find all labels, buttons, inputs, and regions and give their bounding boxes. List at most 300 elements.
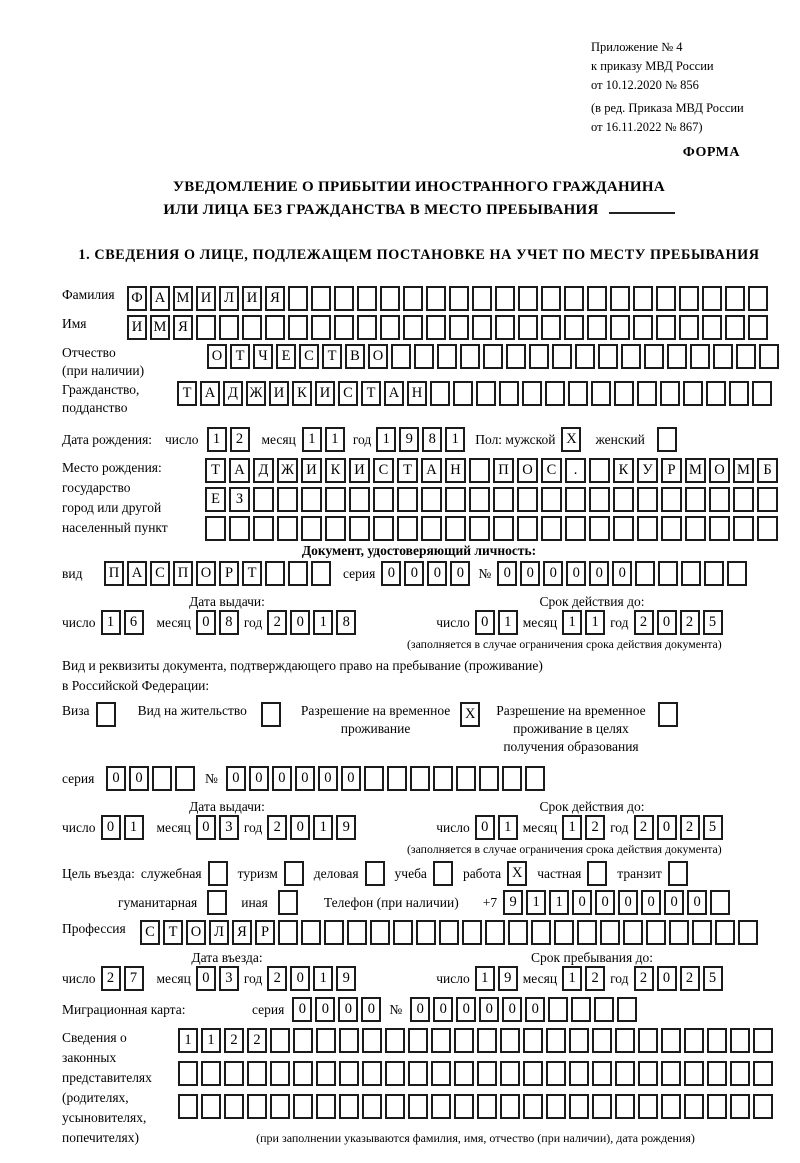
char-cell[interactable] xyxy=(637,516,658,541)
char-cell[interactable] xyxy=(334,315,354,340)
char-cell[interactable] xyxy=(552,344,572,369)
char-cell[interactable]: 1 xyxy=(498,815,518,840)
char-cell[interactable] xyxy=(454,1061,474,1086)
char-cell[interactable] xyxy=(362,1061,382,1086)
char-cell[interactable] xyxy=(253,487,274,512)
char-cell[interactable]: 0 xyxy=(196,966,216,991)
char-cell[interactable] xyxy=(293,1028,313,1053)
checkbox-transit[interactable] xyxy=(668,861,688,886)
char-cell[interactable] xyxy=(472,286,492,311)
char-cell[interactable]: 2 xyxy=(247,1028,267,1053)
char-cell[interactable] xyxy=(426,286,446,311)
char-cell[interactable] xyxy=(495,286,515,311)
char-cell[interactable] xyxy=(546,1094,566,1119)
char-cell[interactable]: 2 xyxy=(585,966,605,991)
char-cell[interactable] xyxy=(288,286,308,311)
char-cell[interactable] xyxy=(288,561,308,586)
char-cell[interactable] xyxy=(397,487,418,512)
char-cell[interactable] xyxy=(421,516,442,541)
char-cell[interactable] xyxy=(637,381,657,406)
char-cell[interactable] xyxy=(613,487,634,512)
char-cell[interactable]: 0 xyxy=(196,610,216,635)
char-cell[interactable] xyxy=(414,344,434,369)
char-cell[interactable]: И xyxy=(127,315,147,340)
char-cell[interactable] xyxy=(679,286,699,311)
char-cell[interactable] xyxy=(364,766,384,791)
char-cell[interactable] xyxy=(592,1061,612,1086)
char-cell[interactable]: 0 xyxy=(572,890,592,915)
char-cell[interactable]: 2 xyxy=(224,1028,244,1053)
checkbox-work[interactable]: X xyxy=(507,861,527,886)
char-cell[interactable] xyxy=(661,1061,681,1086)
char-cell[interactable] xyxy=(325,487,346,512)
char-cell[interactable] xyxy=(661,487,682,512)
char-cell[interactable] xyxy=(397,516,418,541)
char-cell[interactable] xyxy=(690,344,710,369)
char-cell[interactable] xyxy=(709,487,730,512)
char-cell[interactable] xyxy=(592,1094,612,1119)
char-cell[interactable]: 5 xyxy=(703,966,723,991)
char-cell[interactable] xyxy=(565,516,586,541)
char-cell[interactable] xyxy=(730,1094,750,1119)
char-cell[interactable] xyxy=(445,516,466,541)
char-cell[interactable] xyxy=(316,1094,336,1119)
char-cell[interactable] xyxy=(380,315,400,340)
char-cell[interactable]: 0 xyxy=(427,561,447,586)
char-cell[interactable] xyxy=(554,920,574,945)
char-cell[interactable] xyxy=(334,286,354,311)
checkbox-business-trip[interactable] xyxy=(208,861,228,886)
char-cell[interactable]: М xyxy=(685,458,706,483)
char-cell[interactable]: 0 xyxy=(664,890,684,915)
char-cell[interactable] xyxy=(615,1061,635,1086)
char-cell[interactable]: Т xyxy=(205,458,226,483)
char-cell[interactable]: О xyxy=(368,344,388,369)
char-cell[interactable]: 0 xyxy=(502,997,522,1022)
char-cell[interactable] xyxy=(370,920,390,945)
char-cell[interactable]: 1 xyxy=(562,815,582,840)
char-cell[interactable]: 0 xyxy=(272,766,292,791)
char-cell[interactable] xyxy=(523,1061,543,1086)
char-cell[interactable] xyxy=(357,286,377,311)
char-cell[interactable] xyxy=(454,1028,474,1053)
char-cell[interactable] xyxy=(517,487,538,512)
char-cell[interactable] xyxy=(270,1094,290,1119)
checkbox-private[interactable] xyxy=(587,861,607,886)
char-cell[interactable] xyxy=(483,344,503,369)
char-cell[interactable] xyxy=(349,487,370,512)
char-cell[interactable] xyxy=(617,997,637,1022)
char-cell[interactable] xyxy=(733,487,754,512)
char-cell[interactable]: И xyxy=(301,458,322,483)
char-cell[interactable] xyxy=(518,315,538,340)
char-cell[interactable] xyxy=(569,1061,589,1086)
char-cell[interactable]: 0 xyxy=(290,966,310,991)
char-cell[interactable]: 5 xyxy=(703,815,723,840)
checkbox-business[interactable] xyxy=(365,861,385,886)
char-cell[interactable]: 2 xyxy=(585,815,605,840)
char-cell[interactable]: У xyxy=(637,458,658,483)
char-cell[interactable]: И xyxy=(315,381,335,406)
char-cell[interactable] xyxy=(277,487,298,512)
char-cell[interactable] xyxy=(373,487,394,512)
char-cell[interactable] xyxy=(565,487,586,512)
char-cell[interactable]: С xyxy=(338,381,358,406)
checkbox-tourism[interactable] xyxy=(284,861,304,886)
char-cell[interactable] xyxy=(752,381,772,406)
char-cell[interactable] xyxy=(568,381,588,406)
char-cell[interactable]: 0 xyxy=(292,997,312,1022)
char-cell[interactable]: Д xyxy=(223,381,243,406)
char-cell[interactable] xyxy=(730,1061,750,1086)
checkbox-female[interactable] xyxy=(657,427,677,452)
char-cell[interactable] xyxy=(508,920,528,945)
char-cell[interactable]: 0 xyxy=(101,815,121,840)
char-cell[interactable] xyxy=(416,920,436,945)
char-cell[interactable]: Ч xyxy=(253,344,273,369)
char-cell[interactable] xyxy=(710,890,730,915)
char-cell[interactable]: 0 xyxy=(520,561,540,586)
char-cell[interactable] xyxy=(683,381,703,406)
char-cell[interactable]: П xyxy=(104,561,124,586)
char-cell[interactable] xyxy=(646,920,666,945)
char-cell[interactable] xyxy=(684,1094,704,1119)
char-cell[interactable]: 1 xyxy=(313,815,333,840)
char-cell[interactable] xyxy=(753,1094,773,1119)
checkbox-male[interactable]: X xyxy=(561,427,581,452)
char-cell[interactable] xyxy=(667,344,687,369)
char-cell[interactable]: 1 xyxy=(498,610,518,635)
char-cell[interactable]: М xyxy=(173,286,193,311)
char-cell[interactable]: 0 xyxy=(106,766,126,791)
char-cell[interactable]: 5 xyxy=(703,610,723,635)
char-cell[interactable] xyxy=(293,1061,313,1086)
char-cell[interactable] xyxy=(638,1094,658,1119)
checkbox-residence-permit[interactable] xyxy=(261,702,281,727)
char-cell[interactable]: 1 xyxy=(302,427,322,452)
char-cell[interactable] xyxy=(437,344,457,369)
char-cell[interactable] xyxy=(247,1061,267,1086)
char-cell[interactable] xyxy=(201,1061,221,1086)
char-cell[interactable]: 9 xyxy=(498,966,518,991)
char-cell[interactable] xyxy=(357,315,377,340)
char-cell[interactable]: И xyxy=(242,286,262,311)
char-cell[interactable] xyxy=(531,920,551,945)
char-cell[interactable] xyxy=(614,381,634,406)
checkbox-education-permit[interactable] xyxy=(658,702,678,727)
char-cell[interactable] xyxy=(759,344,779,369)
char-cell[interactable] xyxy=(518,286,538,311)
char-cell[interactable] xyxy=(219,315,239,340)
char-cell[interactable] xyxy=(748,315,768,340)
char-cell[interactable] xyxy=(635,561,655,586)
char-cell[interactable] xyxy=(591,381,611,406)
char-cell[interactable] xyxy=(685,516,706,541)
char-cell[interactable] xyxy=(707,1094,727,1119)
char-cell[interactable] xyxy=(408,1061,428,1086)
char-cell[interactable] xyxy=(669,920,689,945)
char-cell[interactable]: Ж xyxy=(246,381,266,406)
char-cell[interactable] xyxy=(408,1094,428,1119)
char-cell[interactable] xyxy=(324,920,344,945)
char-cell[interactable] xyxy=(638,1028,658,1053)
char-cell[interactable]: 0 xyxy=(361,997,381,1022)
char-cell[interactable] xyxy=(615,1028,635,1053)
char-cell[interactable]: 0 xyxy=(315,997,335,1022)
char-cell[interactable] xyxy=(575,344,595,369)
char-cell[interactable] xyxy=(460,344,480,369)
char-cell[interactable] xyxy=(523,1028,543,1053)
char-cell[interactable] xyxy=(472,315,492,340)
char-cell[interactable] xyxy=(456,766,476,791)
char-cell[interactable]: 2 xyxy=(267,966,287,991)
char-cell[interactable] xyxy=(738,920,758,945)
char-cell[interactable] xyxy=(242,315,262,340)
char-cell[interactable]: 1 xyxy=(475,966,495,991)
char-cell[interactable] xyxy=(571,997,591,1022)
char-cell[interactable] xyxy=(610,286,630,311)
char-cell[interactable]: Е xyxy=(276,344,296,369)
char-cell[interactable] xyxy=(577,920,597,945)
char-cell[interactable]: . xyxy=(565,458,586,483)
char-cell[interactable] xyxy=(589,458,610,483)
char-cell[interactable] xyxy=(477,1028,497,1053)
char-cell[interactable]: 1 xyxy=(376,427,396,452)
char-cell[interactable] xyxy=(541,516,562,541)
char-cell[interactable] xyxy=(339,1028,359,1053)
char-cell[interactable] xyxy=(637,487,658,512)
checkbox-visa[interactable] xyxy=(96,702,116,727)
char-cell[interactable] xyxy=(476,381,496,406)
char-cell[interactable] xyxy=(311,315,331,340)
char-cell[interactable] xyxy=(569,1028,589,1053)
char-cell[interactable] xyxy=(548,997,568,1022)
char-cell[interactable] xyxy=(757,516,778,541)
char-cell[interactable]: 1 xyxy=(526,890,546,915)
char-cell[interactable]: 8 xyxy=(336,610,356,635)
char-cell[interactable] xyxy=(589,516,610,541)
char-cell[interactable]: 9 xyxy=(503,890,523,915)
char-cell[interactable] xyxy=(707,1061,727,1086)
char-cell[interactable]: Ф xyxy=(127,286,147,311)
char-cell[interactable]: Б xyxy=(757,458,778,483)
char-cell[interactable]: 2 xyxy=(680,815,700,840)
char-cell[interactable] xyxy=(229,516,250,541)
char-cell[interactable] xyxy=(684,1028,704,1053)
char-cell[interactable]: Ж xyxy=(277,458,298,483)
char-cell[interactable] xyxy=(391,344,411,369)
char-cell[interactable] xyxy=(644,344,664,369)
char-cell[interactable]: О xyxy=(196,561,216,586)
char-cell[interactable]: И xyxy=(349,458,370,483)
char-cell[interactable] xyxy=(485,920,505,945)
char-cell[interactable]: 1 xyxy=(549,890,569,915)
char-cell[interactable]: 1 xyxy=(313,610,333,635)
char-cell[interactable]: Т xyxy=(163,920,183,945)
char-cell[interactable]: 0 xyxy=(249,766,269,791)
char-cell[interactable] xyxy=(707,1028,727,1053)
char-cell[interactable] xyxy=(564,286,584,311)
char-cell[interactable] xyxy=(525,766,545,791)
char-cell[interactable]: 0 xyxy=(475,815,495,840)
char-cell[interactable] xyxy=(706,381,726,406)
char-cell[interactable]: С xyxy=(140,920,160,945)
char-cell[interactable]: Н xyxy=(445,458,466,483)
checkbox-humanitarian[interactable] xyxy=(207,890,227,915)
char-cell[interactable] xyxy=(564,315,584,340)
char-cell[interactable] xyxy=(704,561,724,586)
char-cell[interactable] xyxy=(656,286,676,311)
char-cell[interactable] xyxy=(278,920,298,945)
char-cell[interactable] xyxy=(387,766,407,791)
char-cell[interactable] xyxy=(454,1094,474,1119)
char-cell[interactable]: 2 xyxy=(634,966,654,991)
char-cell[interactable]: 0 xyxy=(290,610,310,635)
char-cell[interactable] xyxy=(393,920,413,945)
char-cell[interactable] xyxy=(469,516,490,541)
char-cell[interactable] xyxy=(431,1061,451,1086)
char-cell[interactable] xyxy=(715,920,735,945)
char-cell[interactable]: 2 xyxy=(267,610,287,635)
char-cell[interactable]: 0 xyxy=(618,890,638,915)
char-cell[interactable]: Д xyxy=(253,458,274,483)
char-cell[interactable]: 8 xyxy=(422,427,442,452)
char-cell[interactable]: 6 xyxy=(124,610,144,635)
char-cell[interactable]: Я xyxy=(232,920,252,945)
char-cell[interactable]: И xyxy=(269,381,289,406)
char-cell[interactable]: 9 xyxy=(336,815,356,840)
char-cell[interactable] xyxy=(592,1028,612,1053)
checkbox-other[interactable] xyxy=(278,890,298,915)
char-cell[interactable]: М xyxy=(733,458,754,483)
char-cell[interactable] xyxy=(692,920,712,945)
char-cell[interactable] xyxy=(316,1061,336,1086)
char-cell[interactable]: А xyxy=(127,561,147,586)
char-cell[interactable]: 0 xyxy=(595,890,615,915)
char-cell[interactable] xyxy=(709,516,730,541)
char-cell[interactable] xyxy=(421,487,442,512)
char-cell[interactable] xyxy=(265,315,285,340)
char-cell[interactable] xyxy=(175,766,195,791)
char-cell[interactable]: 1 xyxy=(562,610,582,635)
char-cell[interactable]: 0 xyxy=(589,561,609,586)
char-cell[interactable] xyxy=(522,381,542,406)
char-cell[interactable] xyxy=(493,516,514,541)
char-cell[interactable] xyxy=(529,344,549,369)
char-cell[interactable] xyxy=(373,516,394,541)
char-cell[interactable] xyxy=(661,1094,681,1119)
char-cell[interactable] xyxy=(587,286,607,311)
char-cell[interactable] xyxy=(500,1028,520,1053)
char-cell[interactable]: О xyxy=(517,458,538,483)
char-cell[interactable] xyxy=(477,1094,497,1119)
char-cell[interactable]: 0 xyxy=(295,766,315,791)
char-cell[interactable]: 2 xyxy=(634,610,654,635)
char-cell[interactable] xyxy=(270,1061,290,1086)
char-cell[interactable] xyxy=(469,487,490,512)
char-cell[interactable]: 2 xyxy=(101,966,121,991)
char-cell[interactable]: 2 xyxy=(634,815,654,840)
char-cell[interactable]: Р xyxy=(661,458,682,483)
char-cell[interactable] xyxy=(615,1094,635,1119)
char-cell[interactable]: А xyxy=(200,381,220,406)
char-cell[interactable] xyxy=(293,1094,313,1119)
char-cell[interactable]: Е xyxy=(205,487,226,512)
char-cell[interactable] xyxy=(362,1094,382,1119)
char-cell[interactable] xyxy=(339,1061,359,1086)
char-cell[interactable]: К xyxy=(613,458,634,483)
char-cell[interactable]: 0 xyxy=(641,890,661,915)
char-cell[interactable]: 0 xyxy=(338,997,358,1022)
char-cell[interactable]: Т xyxy=(322,344,342,369)
char-cell[interactable] xyxy=(725,315,745,340)
char-cell[interactable] xyxy=(736,344,756,369)
char-cell[interactable] xyxy=(152,766,172,791)
char-cell[interactable]: 1 xyxy=(585,610,605,635)
char-cell[interactable] xyxy=(660,381,680,406)
char-cell[interactable]: Я xyxy=(265,286,285,311)
char-cell[interactable]: Т xyxy=(397,458,418,483)
char-cell[interactable]: 0 xyxy=(525,997,545,1022)
char-cell[interactable]: О xyxy=(186,920,206,945)
char-cell[interactable] xyxy=(196,315,216,340)
char-cell[interactable]: 0 xyxy=(433,997,453,1022)
char-cell[interactable] xyxy=(362,1028,382,1053)
char-cell[interactable] xyxy=(569,1094,589,1119)
char-cell[interactable] xyxy=(546,1028,566,1053)
char-cell[interactable]: 0 xyxy=(226,766,246,791)
char-cell[interactable] xyxy=(339,1094,359,1119)
char-cell[interactable] xyxy=(757,487,778,512)
char-cell[interactable] xyxy=(506,344,526,369)
char-cell[interactable] xyxy=(301,516,322,541)
char-cell[interactable] xyxy=(730,1028,750,1053)
char-cell[interactable]: 1 xyxy=(313,966,333,991)
char-cell[interactable] xyxy=(613,516,634,541)
char-cell[interactable]: 0 xyxy=(687,890,707,915)
char-cell[interactable]: 1 xyxy=(124,815,144,840)
char-cell[interactable]: Т xyxy=(177,381,197,406)
char-cell[interactable]: 2 xyxy=(680,610,700,635)
char-cell[interactable]: А xyxy=(150,286,170,311)
char-cell[interactable] xyxy=(702,315,722,340)
char-cell[interactable]: 2 xyxy=(680,966,700,991)
char-cell[interactable] xyxy=(598,344,618,369)
char-cell[interactable]: Л xyxy=(219,286,239,311)
char-cell[interactable] xyxy=(541,487,562,512)
char-cell[interactable]: А xyxy=(384,381,404,406)
char-cell[interactable] xyxy=(426,315,446,340)
char-cell[interactable]: 1 xyxy=(101,610,121,635)
char-cell[interactable]: 0 xyxy=(381,561,401,586)
char-cell[interactable]: 1 xyxy=(178,1028,198,1053)
char-cell[interactable] xyxy=(702,286,722,311)
char-cell[interactable] xyxy=(748,286,768,311)
char-cell[interactable] xyxy=(545,381,565,406)
char-cell[interactable] xyxy=(301,920,321,945)
char-cell[interactable] xyxy=(661,516,682,541)
char-cell[interactable]: Л xyxy=(209,920,229,945)
char-cell[interactable]: Т xyxy=(230,344,250,369)
char-cell[interactable] xyxy=(311,561,331,586)
char-cell[interactable]: 0 xyxy=(290,815,310,840)
char-cell[interactable]: 9 xyxy=(399,427,419,452)
char-cell[interactable] xyxy=(403,315,423,340)
char-cell[interactable]: В xyxy=(345,344,365,369)
char-cell[interactable] xyxy=(493,487,514,512)
char-cell[interactable] xyxy=(403,286,423,311)
char-cell[interactable] xyxy=(270,1028,290,1053)
